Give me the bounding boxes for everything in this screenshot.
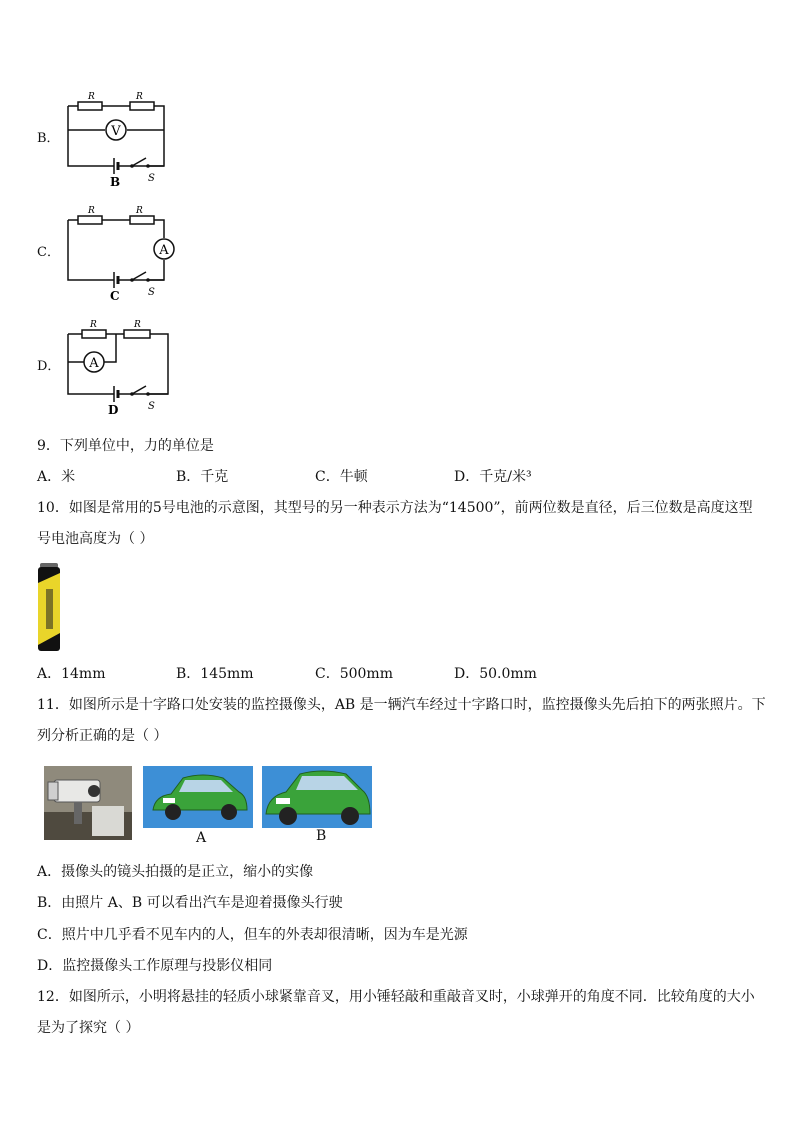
option-c-label: C．	[37, 245, 60, 260]
car-photo-b	[262, 766, 372, 828]
q9-option-b[interactable]: B．千克	[176, 469, 229, 485]
resistor-r	[82, 330, 106, 338]
switch-label: S	[148, 287, 155, 298]
q10-option-c[interactable]: C．500mm	[315, 666, 393, 682]
battery-image	[37, 563, 63, 653]
diagram-caption: D	[108, 403, 119, 417]
q11-option-c[interactable]: C．照片中几乎看不见车内的人，但车的外表却很清晰，因为车是光源	[37, 927, 468, 943]
question-10-stem-line1: 10．如图是常用的5号电池的示意图，其型号的另一种表示方法为“14500”，前两位数是直径，后三位数是高度这型	[37, 500, 753, 516]
resistor-r-label: R	[90, 320, 97, 330]
question-12-stem-line1: 12．如图所示，小明将悬挂的轻质小球紧靠音叉，用小锤轻敲和重敲音叉时，小球弹开的角度不同．比较角度的大小	[37, 989, 755, 1005]
resistor-r0-label: R	[136, 206, 143, 216]
switch-label: S	[148, 173, 155, 184]
q11-option-b[interactable]: B．由照片 A、B 可以看出汽车是迎着摄像头行驶	[37, 895, 343, 911]
resistor-r-label: R	[88, 92, 95, 102]
q10-option-d[interactable]: D．50.0mm	[454, 666, 537, 682]
question-9-stem: 9．下列单位中，力的单位是	[37, 438, 214, 454]
meter-symbol: V	[111, 124, 121, 139]
q10-option-b[interactable]: B．145mm	[176, 666, 254, 682]
photo-label-a: A	[196, 830, 207, 846]
photo-label-b: B	[316, 828, 327, 844]
q9-option-c[interactable]: C．牛顿	[315, 469, 368, 485]
option-d-label: D．	[37, 359, 61, 374]
q11-option-d[interactable]: D．监控摄像头工作原理与投影仪相同	[37, 958, 273, 974]
resistor-r0	[130, 102, 154, 110]
diagram-caption: C	[110, 289, 120, 303]
q10-option-a[interactable]: A．14mm	[37, 666, 106, 682]
q9-option-d[interactable]: D．千克/米³	[454, 469, 532, 485]
question-11-stem-line2: 列分析正确的是（ ）	[37, 728, 168, 744]
option-b-label: B．	[37, 131, 60, 146]
circuit-diagram-c	[60, 202, 180, 304]
question-11-stem-line1: 11．如图所示是十字路口处安装的监控摄像头，AB 是一辆汽车经过十字路口时，监控摄像头先后拍下的两张照片。下	[37, 697, 766, 713]
switch-label: S	[148, 401, 155, 412]
q9-option-a[interactable]: A．米	[37, 469, 76, 485]
resistor-r0-label: R	[136, 92, 143, 102]
resistor-r0-label: R	[134, 320, 141, 330]
question-10-stem-line2: 号电池高度为（ ）	[37, 531, 154, 547]
car-photo-a	[143, 766, 253, 828]
question-12-stem-line2: 是为了探究（ ）	[37, 1020, 140, 1036]
camera-photo	[44, 766, 132, 840]
diagram-caption: B	[110, 175, 121, 189]
resistor-r-label: R	[88, 206, 95, 216]
resistor-r0	[124, 330, 150, 338]
resistor-r0	[130, 216, 154, 224]
circuit-diagram-d	[60, 316, 180, 418]
circuit-diagram-b	[60, 88, 175, 190]
resistor-r	[78, 102, 102, 110]
meter-symbol: A	[159, 243, 169, 258]
meter-symbol: A	[89, 356, 99, 371]
q11-option-a[interactable]: A．摄像头的镜头拍摄的是正立，缩小的实像	[37, 864, 314, 880]
resistor-r	[78, 216, 102, 224]
